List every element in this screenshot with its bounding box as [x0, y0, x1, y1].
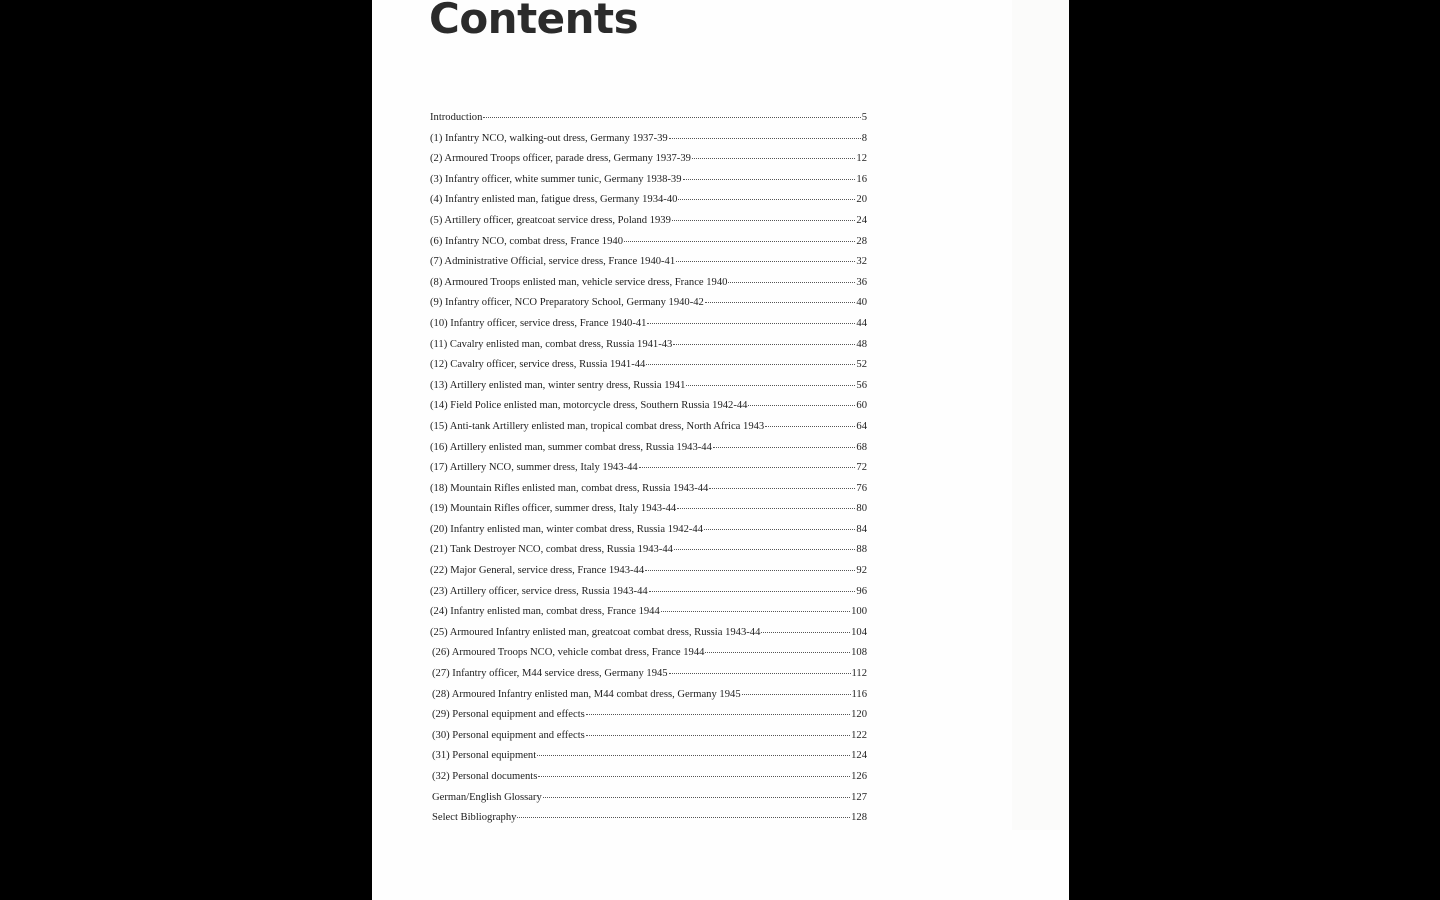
- toc-entry[interactable]: [430, 133, 867, 154]
- toc-entry-title: (32) Personal documents: [432, 771, 538, 782]
- toc-entry-page-number: 122: [851, 729, 867, 741]
- dot-leader: [748, 405, 855, 406]
- toc-entry-title: (12) Cavalry officer, service dress, Russia 1941-44: [430, 359, 646, 371]
- dot-leader: [709, 488, 855, 489]
- toc-entry-title: (7) Administrative Official, service dress, France 1940-41: [430, 256, 676, 268]
- dot-leader: [728, 282, 855, 283]
- dot-leader: [674, 549, 855, 550]
- toc-entry-page-number: 92: [856, 565, 867, 577]
- dot-leader: [586, 735, 850, 736]
- toc-entry-title: (4) Infantry enlisted man, fatigue dress, Germany 1934-40: [430, 194, 678, 206]
- toc-entry[interactable]: [430, 400, 867, 421]
- toc-entry-page-number: 104: [851, 626, 867, 638]
- toc-entry[interactable]: [430, 606, 867, 627]
- toc-entry-page-number: 80: [856, 503, 867, 515]
- dot-leader: [678, 199, 855, 200]
- toc-entry-title: Introduction: [430, 112, 483, 123]
- toc-entry-page-number: 76: [856, 482, 867, 494]
- dot-leader: [673, 344, 855, 345]
- toc-entry-title: (20) Infantry enlisted man, winter combat dress, Russia 1942-44: [430, 523, 704, 535]
- toc-entry-page-number: 60: [856, 400, 867, 412]
- toc-entry[interactable]: [430, 565, 867, 586]
- toc-entry-page-number: 32: [856, 256, 867, 268]
- toc-entry-title: (29) Personal equipment and effects: [432, 709, 585, 721]
- toc-entry-title: (2) Armoured Troops officer, parade dress, Germany 1937-39: [430, 153, 691, 165]
- dot-leader: [677, 508, 855, 509]
- toc-entry-page-number: 124: [851, 750, 867, 762]
- toc-entry-title: (3) Infantry officer, white summer tunic, Germany 1938-39: [430, 173, 682, 185]
- toc-entry-title: (22) Major General, service dress, France 1943-44: [430, 565, 645, 577]
- toc-entry[interactable]: [430, 153, 867, 174]
- toc-entry-page-number: 120: [851, 709, 867, 721]
- toc-entry-title: (18) Mountain Rifles enlisted man, combat dress, Russia 1943-44: [430, 482, 709, 494]
- dot-leader: [645, 570, 855, 571]
- toc-entry[interactable]: [430, 771, 867, 792]
- toc-entry[interactable]: [430, 524, 867, 545]
- toc-entry[interactable]: [430, 730, 867, 751]
- toc-entry[interactable]: [430, 709, 867, 730]
- dot-leader: [672, 220, 856, 221]
- toc-entry[interactable]: [430, 442, 867, 463]
- toc-entry-page-number: 112: [851, 668, 867, 680]
- toc-entry[interactable]: [430, 792, 867, 813]
- dot-leader: [624, 241, 855, 242]
- toc-entry-page-number: 126: [851, 771, 867, 782]
- toc-entry-page-number: 96: [856, 585, 867, 597]
- toc-entry[interactable]: [430, 174, 867, 195]
- toc-entry-title: (9) Infantry officer, NCO Preparatory School, Germany 1940-42: [430, 297, 704, 309]
- toc-entry-page-number: 36: [856, 276, 867, 288]
- toc-entry-title: (27) Infantry officer, M44 service dress, Germany 1945: [432, 668, 668, 680]
- dot-leader: [649, 591, 856, 592]
- toc-entry-title: (6) Infantry NCO, combat dress, France 1940: [430, 235, 623, 247]
- toc-entry[interactable]: [430, 339, 867, 360]
- dot-leader: [669, 138, 861, 139]
- toc-entry-page-number: 40: [856, 297, 867, 309]
- toc-entry-page-number: 100: [851, 606, 867, 618]
- dot-leader: [661, 611, 850, 612]
- toc-entry-page-number: 12: [856, 153, 867, 165]
- toc-entry-page-number: 116: [851, 688, 867, 700]
- toc-entry[interactable]: [430, 256, 867, 277]
- toc-entry[interactable]: [430, 544, 867, 565]
- toc-entry[interactable]: [430, 483, 867, 504]
- toc-entry-title: (15) Anti-tank Artillery enlisted man, tropical combat dress, North Africa 1943: [430, 420, 765, 432]
- dot-leader: [517, 817, 850, 818]
- toc-entry-page-number: 68: [856, 441, 867, 453]
- toc-entry-page-number: 84: [856, 523, 867, 535]
- toc-entry-title: (13) Artillery enlisted man, winter sentry dress, Russia 1941: [430, 379, 686, 391]
- dot-leader: [646, 364, 855, 365]
- toc-entry-page-number: 108: [851, 647, 867, 659]
- toc-entry[interactable]: [430, 277, 867, 298]
- dot-leader: [538, 776, 850, 777]
- toc-entry-title: (8) Armoured Troops enlisted man, vehicle service dress, France 1940: [430, 276, 728, 288]
- toc-entry-title: (28) Armoured Infantry enlisted man, M44 combat dress, Germany 1945: [432, 688, 741, 700]
- dot-leader: [676, 261, 855, 262]
- toc-entry-page-number: 24: [856, 214, 867, 226]
- toc-entry-title: (26) Armoured Troops NCO, vehicle combat dress, France 1944: [432, 647, 705, 659]
- toc-entry-title: (17) Artillery NCO, summer dress, Italy 1943-44: [430, 462, 638, 474]
- toc-entry[interactable]: [430, 359, 867, 380]
- toc-entry[interactable]: [430, 194, 867, 215]
- toc-entry[interactable]: [430, 503, 867, 524]
- toc-entry-page-number: 44: [856, 317, 867, 329]
- toc-entry-title: (5) Artillery officer, greatcoat service dress, Poland 1939: [430, 214, 671, 226]
- toc-entry-page-number: 48: [856, 338, 867, 350]
- dot-leader: [713, 447, 856, 448]
- toc-entry-title: (11) Cavalry enlisted man, combat dress, Russia 1941-43: [430, 338, 673, 350]
- dot-leader: [705, 652, 850, 653]
- toc-entry[interactable]: [430, 586, 867, 607]
- dot-leader: [765, 426, 855, 427]
- toc-entry[interactable]: [430, 812, 867, 833]
- document-page: [372, 0, 1069, 900]
- toc-entry[interactable]: [430, 462, 867, 483]
- toc-entry-title: (1) Infantry NCO, walking-out dress, Germany 1937-39: [430, 132, 668, 144]
- toc-entry-page-number: 52: [856, 359, 867, 371]
- toc-entry-title: German/English Glossary: [432, 791, 542, 803]
- toc-entry[interactable]: [430, 297, 867, 318]
- toc-entry-page-number: 8: [861, 132, 867, 144]
- toc-entry[interactable]: [430, 112, 867, 133]
- toc-entry-title: (19) Mountain Rifles officer, summer dress, Italy 1943-44: [430, 503, 677, 515]
- toc-entry-title: (24) Infantry enlisted man, combat dress, France 1944: [430, 606, 660, 618]
- dot-leader: [761, 632, 850, 633]
- dot-leader: [704, 529, 855, 530]
- toc-entry-page-number: 28: [856, 235, 867, 247]
- toc-entry-page-number: 128: [851, 812, 867, 824]
- dot-leader: [543, 797, 850, 798]
- dot-leader: [683, 179, 856, 180]
- dot-leader: [705, 302, 856, 303]
- dot-leader: [483, 117, 860, 118]
- toc-entry-title: (30) Personal equipment and effects: [432, 729, 585, 741]
- toc-entry-title: (10) Infantry officer, service dress, France 1940-41: [430, 317, 647, 329]
- toc-entry-page-number: 72: [856, 462, 867, 474]
- toc-entry-title: (31) Personal equipment: [432, 750, 537, 762]
- dot-leader: [686, 385, 855, 386]
- toc-entry[interactable]: [430, 689, 867, 710]
- toc-entry-page-number: 88: [856, 544, 867, 556]
- page-title: Contents: [429, 0, 639, 43]
- toc-entry[interactable]: [430, 647, 867, 668]
- show-through-shade: [1012, 0, 1069, 830]
- toc-entry-title: (16) Artillery enlisted man, summer combat dress, Russia 1943-44: [430, 441, 712, 453]
- dot-leader: [692, 158, 855, 159]
- toc-entry-title: (25) Armoured Infantry enlisted man, greatcoat combat dress, Russia 1943-44: [430, 626, 761, 638]
- toc-entry[interactable]: [430, 627, 867, 648]
- toc-entry[interactable]: [430, 421, 867, 442]
- toc-entry-page-number: 56: [856, 379, 867, 391]
- toc-entry-title: Select Bibliography: [432, 812, 517, 824]
- toc-entry-page-number: 16: [856, 173, 867, 185]
- dot-leader: [669, 673, 851, 674]
- toc-entry[interactable]: [430, 750, 867, 771]
- table-of-contents: [430, 112, 867, 833]
- toc-entry-page-number: 64: [856, 420, 867, 432]
- toc-entry[interactable]: [430, 318, 867, 339]
- toc-entry[interactable]: [430, 668, 867, 689]
- dot-leader: [647, 323, 855, 324]
- dot-leader: [639, 467, 856, 468]
- dot-leader: [537, 755, 850, 756]
- toc-entry[interactable]: [430, 380, 867, 401]
- dot-leader: [742, 694, 851, 695]
- toc-entry-page-number: 20: [856, 194, 867, 206]
- toc-entry[interactable]: [430, 236, 867, 257]
- toc-entry[interactable]: [430, 215, 867, 236]
- toc-entry-title: (14) Field Police enlisted man, motorcycle dress, Southern Russia 1942-44: [430, 400, 748, 412]
- toc-entry-page-number: 127: [851, 791, 867, 803]
- toc-entry-title: (23) Artillery officer, service dress, Russia 1943-44: [430, 585, 648, 597]
- dot-leader: [586, 714, 850, 715]
- toc-entry-title: (21) Tank Destroyer NCO, combat dress, Russia 1943-44: [430, 544, 673, 556]
- toc-entry-page-number: 5: [861, 112, 867, 123]
